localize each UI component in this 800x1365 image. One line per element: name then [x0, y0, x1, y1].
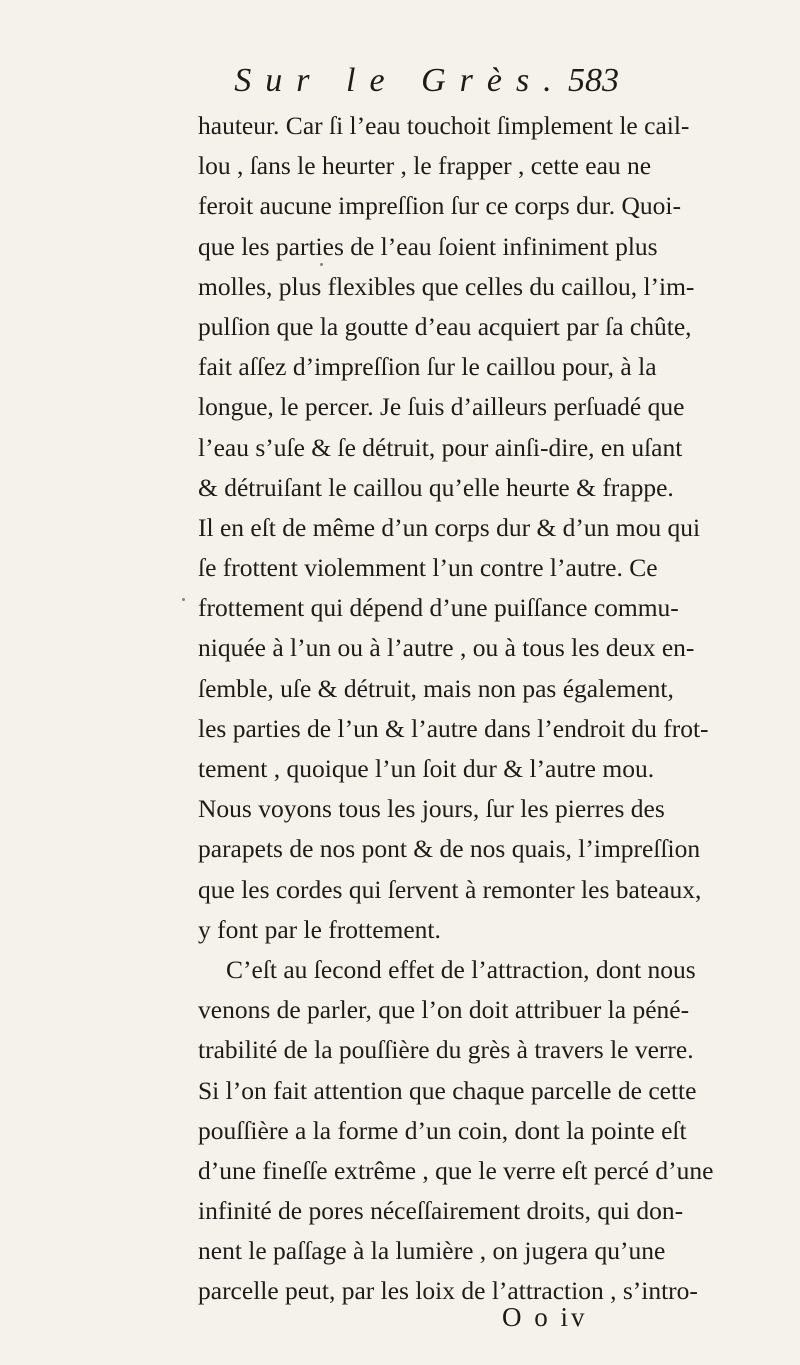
text-line: ſe frottent violemment l’un contre l’autre. Ce — [198, 553, 658, 583]
text-line: longue, le percer. Je ſuis d’ailleurs perſuadé que — [198, 392, 685, 422]
text-line: venons de parler, que l’on doit attribuer la péné- — [198, 995, 690, 1025]
text-line: pulſion que la goutte d’eau acquiert par ſa chûte, — [198, 311, 692, 341]
text-line: & détruiſant le caillou qu’elle heurte & frappe. — [198, 472, 674, 502]
text-line: nent le paſſage à la lumière , on jugera qu’une — [198, 1236, 666, 1266]
text-line: feroit aucune impreſſion ſur ce corps dur. Quoi- — [198, 191, 681, 221]
text-line: hauteur. Car ſi l’eau touchoit ſimplement le cail- — [198, 111, 690, 140]
text-line: fait aſſez d’impreſſion ſur le caillou pour, à la — [198, 352, 657, 382]
signature-mark: O o iv — [502, 1302, 588, 1332]
running-head: Sur le Grès. — [234, 62, 566, 99]
text-line: C’eſt au ſecond effet de l’attraction, dont nous — [226, 954, 696, 984]
text-line: que les cordes qui ſervent à remonter les bateaux, — [198, 874, 702, 904]
text-line: d’une fineſſe extrême , que le verre eſt percé d’une — [198, 1155, 714, 1185]
text-line: niquée à l’un ou à l’autre , ou à tous les deux en- — [198, 633, 695, 663]
text-line: les parties de l’un & l’autre dans l’endroit du frot- — [198, 713, 709, 743]
text-line: lou , ſans le heurter , le frapper , cette eau ne — [198, 151, 652, 181]
text-line: molles, plus flexibles que celles du caillou, l’im- — [198, 271, 695, 301]
text-line: pouſſière a la forme d’un coin, dont la pointe eſt — [198, 1115, 687, 1145]
text-line: parapets de nos pont & de nos quais, l’impreſſion — [198, 834, 701, 864]
text-line: Il en eſt de même d’un corps dur & d’un mou qui — [198, 512, 701, 542]
text-line: y font par le frottement. — [198, 914, 441, 944]
text-line: que les parties de l’eau ſoient infiniment plus — [198, 231, 658, 261]
text-line: Nous voyons tous les jours, ſur les pierres des — [198, 794, 665, 824]
text-line: l’eau s’uſe & ſe détruit, pour ainſi-dire, en uſant — [198, 432, 683, 462]
text-line: trabilité de la pouſſière du grès à travers le verre. — [198, 1035, 694, 1065]
text-line: frottement qui dépend d’une puiſſance commu- — [198, 593, 679, 623]
page-number: 583 — [568, 62, 619, 99]
text-line: infinité de pores néceſſairement droits, qui don- — [198, 1196, 684, 1226]
paper-speck — [320, 263, 323, 266]
paper-speck — [182, 598, 185, 601]
text-line: parcelle peut, par les loix de l’attraction , s’intro- — [198, 1276, 698, 1306]
text-line: Si l’on fait attention que chaque parcelle de cette — [198, 1075, 697, 1105]
text-line: ſemble, uſe & détruit, mais non pas également, — [198, 673, 674, 703]
body-text — [198, 106, 714, 1312]
text-line: tement , quoique l’un ſoit dur & l’autre mou. — [198, 754, 655, 783]
